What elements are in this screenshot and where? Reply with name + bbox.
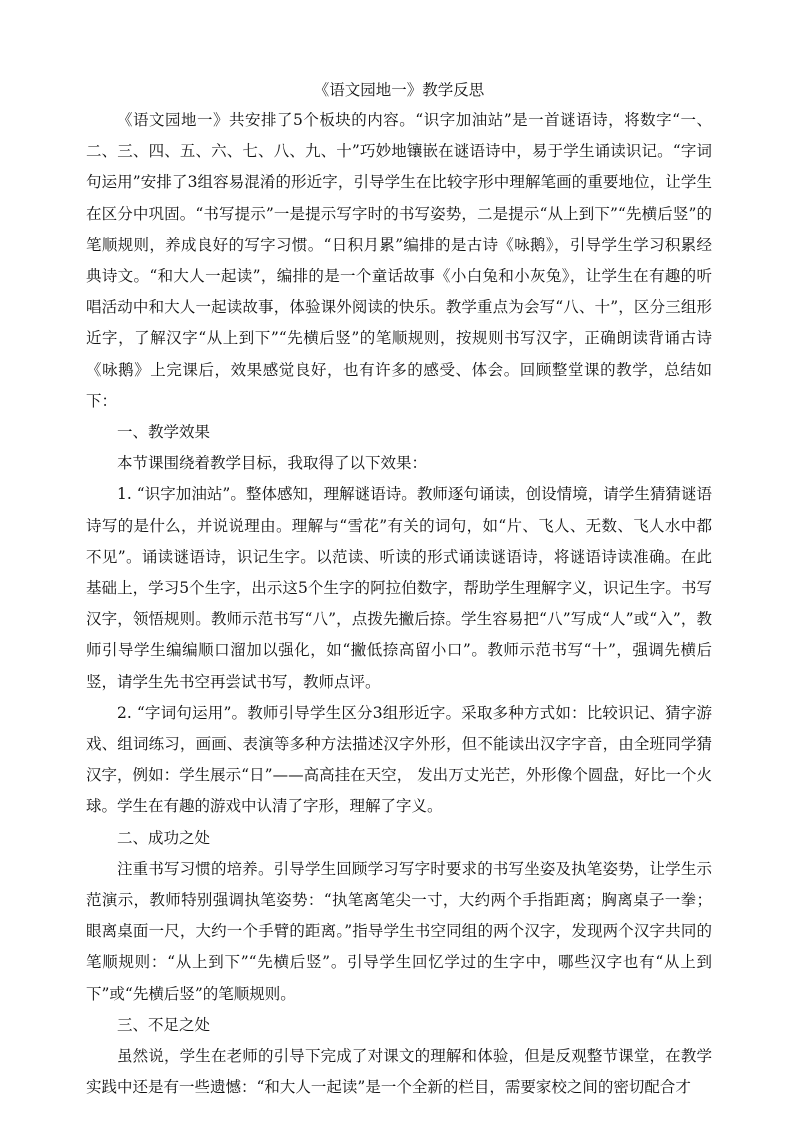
effect-item-2-paragraph: 2. “字词句运用”。教师引导学生区分3组形近字。采取多种方式如：比较识记、猜字游戏、组词练习，画画、表演等多种方法描述汉字外形，但不能读出汉字字音，由全班同学猜汉字，例如：学生展示“日”——高高挂在天空， 发出万丈光芒，外形像个圆盘，好比一个火球。学生在有趣的游戏中认清了字形，理解了字义。 xyxy=(86,703,712,816)
success-paragraph: 注重书写习惯的培养。引导学生回顾学习写字时要求的书写坐姿及执笔姿势，让学生示范演示，教师特别强调执笔姿势：“执笔离笔尖一寸，大约两个手指距离；胸离桌子一拳；眼离桌面一尺，大约一个手臂的距离。”指导学生书空同组的两个汉字，发现两个汉字共同的笔顺规则：“从上到下”“先横后竖”。引导学生回忆学过的生字中，哪些汉字也有“从上到下”或“先横后竖”的笔顺规则。 xyxy=(86,859,712,1003)
section-heading-success: 二、成功之处 xyxy=(117,828,211,847)
effect-intro-paragraph: 本节课围绕着教学目标，我取得了以下效果： xyxy=(117,454,428,473)
intro-paragraph: 《语文园地一》共安排了5个板块的内容。“识字加油站”是一首谜语诗，将数字“一、二、三、四、五、六、七、八、九、十”巧妙地镶嵌在谜语诗中，易于学生诵读识记。“字词句运用”安排了3组容易混淆的形近字，引导学生在比较字形中理解笔画的重要地位，让学生在区分中巩固。“书写提示”一是提示写字时的书写姿势，二是提示“从上到下”“先横后竖”的笔顺规则，养成良好的写字习惯。“日积月累”编排的是古诗《咏鹅》，引导学生学习积累经典诗文。“和大人一起读”，编排的是一个童话故事《小白兔和小灰兔》，让学生在有趣的听唱活动中和大人一起读故事，体验课外阅读的快乐。教学重点为会写“八、十”，区分三组形近字，了解汉字“从上到下”“先横后竖”的笔顺规则，按规则书写汉字，正确朗读背诵古诗《咏鹅》上完课后，效果感觉良好，也有许多的感受、体会。回顾整堂课的教学，总结如下： xyxy=(86,111,712,410)
document-title: 《语文园地一》教学反思 xyxy=(313,81,485,99)
effect-item-1-paragraph: 1. “识字加油站”。整体感知，理解谜语诗。教师逐句诵读，创设情境，请学生猜猜谜语诗写的是什么，并说说理由。理解与“雪花”有关的词句，如“片、飞人、无数、飞人水中都不见”。诵读谜语诗，识记生字。以范读、听读的形式诵读谜语诗，将谜语诗读准确。在此基础上，学习5个生字，出示这5个生字的阿拉伯数字，帮助学生理解字义，识记生字。书写汉字，领悟规则。教师示范书写“八”，点拨先撇后捺。学生容易把“八”写成“人”或“入”，教师引导学生编编顺口溜加以强化，如“撇低捺高留小口”。教师示范书写“十”，强调先横后竖，请学生先书空再尝试书写，教师点评。 xyxy=(86,485,712,691)
section-heading-shortcomings: 三、不足之处 xyxy=(117,1015,211,1034)
document-body xyxy=(86,76,712,1104)
section-heading-teaching-effect: 一、教学效果 xyxy=(117,423,211,442)
shortcomings-paragraph: 虽然说，学生在老师的引导下完成了对课文的理解和体验，但是反观整节课堂，在教学实践中还是有一些遗憾：“和大人一起读”是一个全新的栏目，需要家校之间的密切配合才 xyxy=(86,1047,712,1097)
